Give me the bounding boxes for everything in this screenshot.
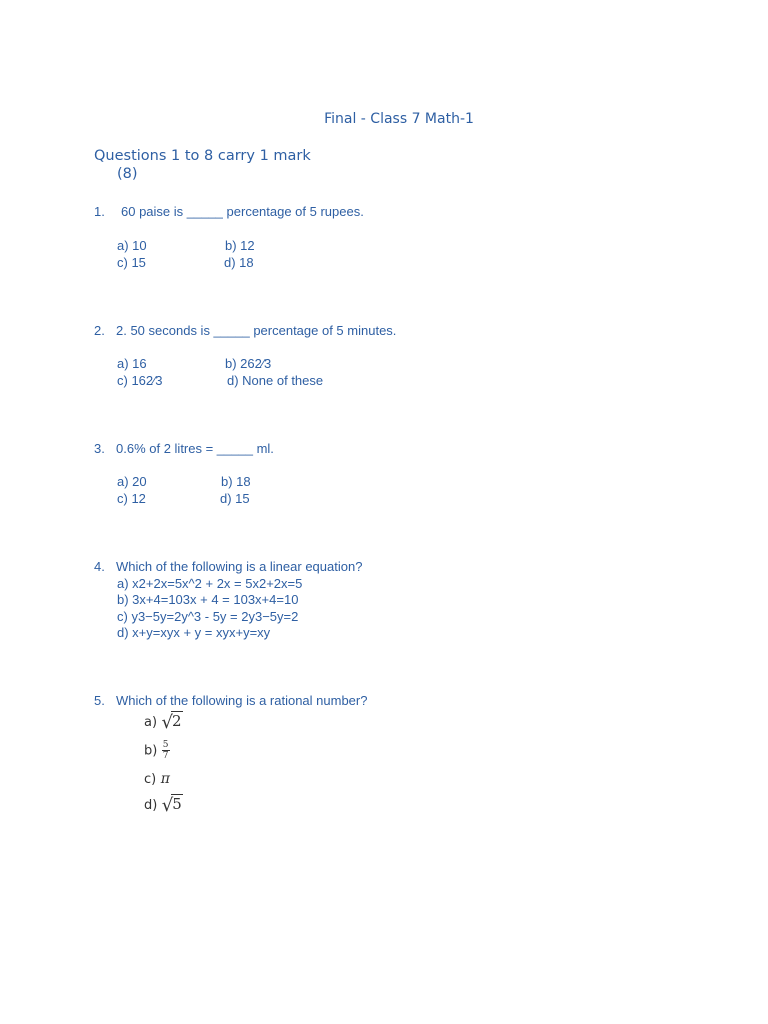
question-text: Which of the following is a rational number? <box>116 693 368 708</box>
question-5-option-a <box>144 711 183 733</box>
option-label: b) <box>144 743 158 759</box>
pi-symbol: π <box>160 771 170 787</box>
option-c: c) 15 <box>117 254 146 270</box>
option-a: a) x2+2x=5x^2 + 2x = 5x2+2x=5 <box>117 575 303 591</box>
option-label: d) <box>144 798 158 813</box>
question-text: 60 paise is _____ percentage of 5 rupees. <box>121 204 364 219</box>
question-5-option-b <box>144 740 170 761</box>
option-a: a) 10 <box>117 238 147 253</box>
option-a: a) 16 <box>117 356 147 371</box>
question-5-option-c <box>144 771 170 787</box>
option-d: d) x+y=xyx + y = xyx+y=xy <box>117 625 271 640</box>
option-label: c) <box>144 772 157 787</box>
option-d: d) 15 <box>220 490 250 506</box>
option-b: b) 18 <box>221 474 251 489</box>
option-b: b) 12 <box>225 238 255 253</box>
question-number: 1. <box>94 204 105 219</box>
section-heading <box>94 147 311 183</box>
question-2 <box>94 323 396 340</box>
option-c: c) y3−5y=2y^3 - 5y = 2y3−5y=2 <box>117 608 299 624</box>
question-number: 4. <box>94 559 105 574</box>
question-number: 3. <box>94 441 105 456</box>
question-text: 0.6% of 2 litres = _____ ml. <box>116 441 274 456</box>
question-4 <box>94 559 362 576</box>
radicand: 2 <box>171 712 182 730</box>
radicand: 5 <box>172 795 182 813</box>
option-a: a) 20 <box>117 474 147 489</box>
option-c: c) 12 <box>117 490 146 506</box>
question-text: Which of the following is a linear equation? <box>116 559 363 574</box>
question-5-option-d <box>144 794 183 816</box>
question-number: 5. <box>94 693 105 708</box>
question-2-options <box>117 356 324 389</box>
option-b: b) 262⁄3 <box>225 356 272 371</box>
section-marks: (8) <box>117 166 138 182</box>
document-title: Final - Class 7 Math-1 <box>324 111 474 127</box>
numerator: 5 <box>162 740 169 750</box>
question-3 <box>94 441 274 458</box>
fraction <box>162 740 170 761</box>
question-4-options <box>117 576 302 642</box>
question-text: 2. 50 seconds is _____ percentage of 5 minutes. <box>116 323 397 338</box>
denominator: 7 <box>162 751 169 761</box>
section-heading-text: Questions 1 to 8 carry 1 mark <box>94 148 311 164</box>
question-number: 2. <box>94 323 105 338</box>
square-root: √5 <box>161 795 182 816</box>
question-1 <box>94 204 364 221</box>
question-1-options <box>117 238 255 271</box>
square-root: √2 <box>161 712 182 733</box>
option-d: d) None of these <box>227 372 324 388</box>
option-b: b) 3x+4=103x + 4 = 103x+4=10 <box>117 592 299 607</box>
question-3-options <box>117 474 251 507</box>
question-5 <box>94 693 367 710</box>
option-c: c) 162⁄3 <box>117 372 163 388</box>
option-d: d) 18 <box>224 254 254 270</box>
option-label: a) <box>144 715 158 730</box>
